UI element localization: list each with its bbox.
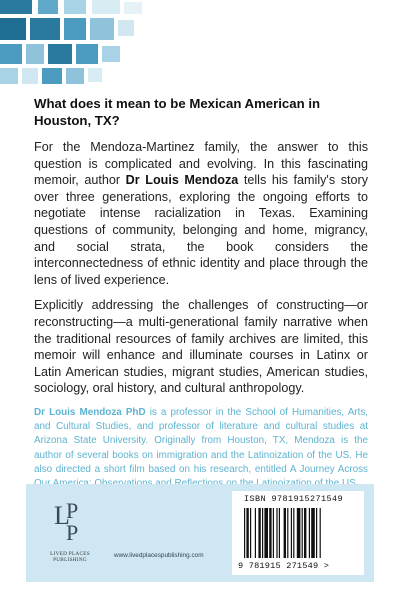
description-paragraph-2: Explicitly addressing the challenges of constructing—or reconstructing—a multi-generational family narrative when the traditional resources of family archives are limited, this memoir will enhance and illuminate courses in Latinx or Latin American studies, migrant studies, American studies, sociology, oral history, and cultural anthropology. (34, 298, 368, 396)
publisher-name (44, 551, 96, 564)
barcode-bar (250, 508, 251, 558)
barcode-bar (264, 508, 268, 558)
publisher-logo (44, 498, 104, 564)
author-name: Dr Louis Mendoza (125, 173, 239, 188)
publisher-url[interactable]: www.livedplacespublishing.com (114, 552, 204, 559)
barcode (232, 491, 364, 575)
barcode-bar (246, 508, 248, 558)
barcode-bar (258, 508, 260, 558)
barcode-bar (279, 508, 280, 558)
bio-name: Dr Louis Mendoza PhD (34, 406, 146, 418)
barcode-bar (255, 508, 256, 558)
publisher-name-line2: PUBLISHING (53, 557, 87, 564)
barcode-bar (320, 508, 321, 558)
barcode-bars (244, 508, 352, 558)
barcode-bar (244, 508, 245, 558)
lpp-logo-icon (44, 498, 96, 544)
para1-post: tells his family's story over three generations, exploring the ongoing efforts to negotiate intense racialization in Texas. Examining questions of community, belonging and home, migrancy, and social strata, the book considers the interconnectedness of ethnic identity and place through the lens of lived experience. (34, 173, 369, 287)
barcode-bar (287, 508, 288, 558)
barcode-bar (293, 508, 294, 558)
barcode-bar (309, 508, 310, 558)
barcode-bar (273, 508, 274, 558)
back-cover-text (34, 95, 368, 491)
barcode-bar (304, 508, 306, 558)
description-paragraph-1 (34, 139, 368, 288)
footer-panel (26, 484, 374, 582)
para1-pre: For the Mendoza-Martinez family, the answer to this question is complicated and evolving. In this fascinating memoir, author (34, 140, 368, 188)
barcode-bar (291, 508, 292, 558)
barcode-bar (302, 508, 303, 558)
barcode-bar (311, 508, 315, 558)
isbn-digits: 9 781915 271549 > (238, 561, 330, 571)
author-bio (34, 406, 368, 491)
svg-text:L: L (54, 501, 70, 530)
headline: What does it mean to be Mexican American in Houston, TX? (34, 96, 321, 128)
barcode-bar (316, 508, 317, 558)
barcode-bar (269, 508, 271, 558)
svg-text:P: P (66, 520, 79, 544)
barcode-bar (284, 508, 286, 558)
header-mosaic (0, 0, 400, 90)
publisher-name-line1: LIVED PLACES (50, 551, 90, 557)
barcode-bar (297, 508, 301, 558)
barcode-bar (276, 508, 277, 558)
svg-text:P: P (66, 498, 79, 523)
bio-text: is a professor in the School of Humanities, Arts, and Cultural Studies, and professor of literature and cultural studies at Arizona State University. Originally from Houston, TX, Mendoza is the author of several books on immigration and the Latinoization of the US. He also directed a short film based on his research, entitled A Journey Across (34, 406, 368, 475)
isbn-label: ISBN 9781915271549 (244, 494, 344, 504)
barcode-bar (262, 508, 263, 558)
